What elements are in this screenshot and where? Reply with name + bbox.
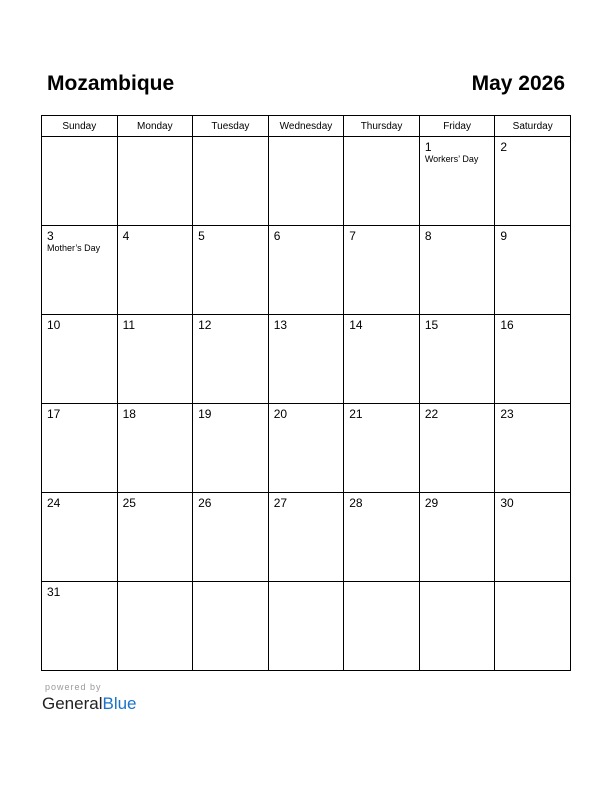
day-number: 17 [47,407,61,421]
day-cell[interactable] [344,137,420,226]
day-number: 7 [349,229,356,243]
day-cell[interactable] [193,404,269,493]
day-number: 5 [198,229,205,243]
day-number: 27 [273,496,288,510]
day-number: 14 [349,318,363,332]
day-number: 22 [424,407,439,421]
day-number: 29 [424,496,439,510]
day-number: 8 [424,229,432,243]
brand-logo-part1: General [42,694,103,713]
day-number [193,137,268,140]
week-row [42,404,571,493]
day-number: 1 [424,140,432,154]
day-cell[interactable] [268,582,344,671]
day-number: 31 [47,585,61,599]
day-cell[interactable] [419,137,495,226]
day-number: 18 [122,407,136,421]
brand-logo[interactable] [42,694,137,714]
day-number [193,582,268,585]
day-cell[interactable] [344,582,420,671]
day-number [269,137,344,140]
day-cell[interactable] [344,404,420,493]
day-cell[interactable] [344,493,420,582]
day-number [269,582,344,585]
day-number [118,137,193,140]
day-cell[interactable] [495,404,571,493]
brand-logo-part2: Blue [102,694,137,713]
weekday-friday: Friday [419,116,495,137]
day-cell[interactable] [117,582,193,671]
day-cell[interactable] [117,315,193,404]
weekday-header-row [42,116,571,137]
day-cell[interactable] [42,404,118,493]
weekday-thursday: Thursday [344,116,420,137]
month-title: May 2026 [471,72,565,95]
weekday-monday: Monday [117,116,193,137]
week-row [42,137,571,226]
day-number: 2 [500,140,508,154]
day-cell[interactable] [268,315,344,404]
week-row [42,226,571,315]
day-cell[interactable] [268,137,344,226]
day-cell[interactable] [495,315,571,404]
day-cell[interactable] [193,226,269,315]
day-number [344,137,419,140]
day-number [118,582,193,585]
country-title: Mozambique [47,72,175,95]
day-cell[interactable] [42,493,118,582]
day-cell[interactable] [495,582,571,671]
day-number: 9 [500,229,508,243]
weekday-tuesday: Tuesday [193,116,269,137]
day-number [420,582,495,585]
day-cell[interactable] [193,493,269,582]
day-number: 28 [349,496,363,510]
day-cell[interactable] [42,582,118,671]
day-number [344,582,419,585]
day-cell[interactable] [117,226,193,315]
day-number [42,137,117,140]
day-cell[interactable] [344,226,420,315]
weekday-sunday: Sunday [42,116,118,137]
day-cell[interactable] [268,404,344,493]
day-number: 15 [424,318,439,332]
calendar-grid [41,115,571,671]
holiday-label: Mother’s Day [47,243,101,253]
day-cell[interactable] [495,493,571,582]
day-cell[interactable] [42,226,118,315]
day-cell[interactable] [193,315,269,404]
day-number: 4 [122,229,130,243]
day-cell[interactable] [268,226,344,315]
day-number [495,582,570,585]
day-cell[interactable] [193,137,269,226]
day-number: 11 [122,318,136,332]
day-number: 30 [500,496,514,510]
day-cell[interactable] [42,137,118,226]
day-number: 25 [122,496,136,510]
day-number: 16 [500,318,514,332]
day-cell[interactable] [268,493,344,582]
calendar-body [42,137,571,671]
day-cell[interactable] [117,493,193,582]
day-number: 13 [273,318,288,332]
day-number: 23 [500,407,514,421]
day-number: 6 [273,229,281,243]
day-cell[interactable] [495,137,571,226]
day-cell[interactable] [419,582,495,671]
week-row [42,315,571,404]
day-cell[interactable] [419,404,495,493]
day-number: 3 [47,229,54,243]
day-number: 12 [198,318,212,332]
day-cell[interactable] [495,226,571,315]
day-cell[interactable] [419,493,495,582]
day-cell[interactable] [42,315,118,404]
day-cell[interactable] [117,404,193,493]
day-number: 21 [349,407,363,421]
day-cell[interactable] [419,315,495,404]
day-number: 24 [47,496,61,510]
weekday-saturday: Saturday [495,116,571,137]
week-row [42,493,571,582]
powered-by-text: powered by [45,682,102,692]
day-number: 26 [198,496,212,510]
day-cell[interactable] [344,315,420,404]
day-cell[interactable] [117,137,193,226]
day-cell[interactable] [419,226,495,315]
weekday-wednesday: Wednesday [268,116,344,137]
week-row [42,582,571,671]
day-number: 10 [47,318,61,332]
holiday-label: Workers’ Day [424,154,479,164]
day-cell[interactable] [193,582,269,671]
day-number: 19 [198,407,212,421]
day-number: 20 [273,407,288,421]
